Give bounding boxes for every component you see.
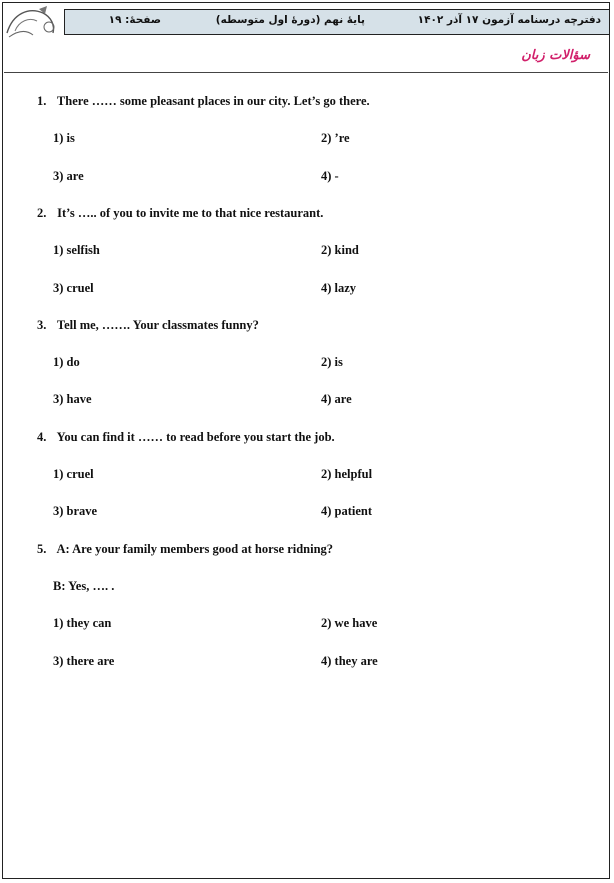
option-4[interactable]: 4) lazy [321,281,357,295]
option-2[interactable]: 2) is [321,355,343,369]
option-2[interactable]: 2) helpful [321,467,373,481]
header-band [64,9,610,35]
header-page-number: صفحهٔ: ۱۹ [108,14,161,26]
header-grade: پایهٔ نهم (دورهٔ اول متوسطه) [215,14,365,26]
question-number: 3. [37,318,47,332]
question-number: 4. [37,430,47,444]
option-1[interactable]: 1) is [53,131,75,145]
question-text: It’s ….. of you to invite me to that nice restaurant. [57,206,324,220]
question-text: There …… some pleasant places in our city. Let’s go there. [56,94,370,108]
option-2[interactable]: 2) we have [321,616,378,630]
section-title: سؤالات زبان [521,48,590,63]
section-divider [4,72,608,73]
option-3[interactable]: 3) cruel [53,281,94,295]
question-1 [37,94,370,109]
question-subline: B: Yes, …. . [53,579,115,593]
option-3[interactable]: 3) have [53,392,92,406]
option-3[interactable]: 3) there are [53,654,115,668]
question-4 [37,430,335,445]
option-1[interactable]: 1) do [53,355,80,369]
question-3 [37,318,259,333]
question-number: 1. [37,94,47,108]
option-1[interactable]: 1) cruel [53,467,94,481]
option-2[interactable]: 2) kind [321,243,359,257]
question-text: Tell me, ……. Your classmates funny? [56,318,259,332]
option-1[interactable]: 1) they can [53,616,112,630]
option-4[interactable]: 4) are [321,392,352,406]
header-title: دفترچه درسنامه آزمون ۱۷ آذر ۱۴۰۲ [417,14,601,26]
question-2 [37,206,323,221]
question-text: You can find it …… to read before you start the job. [56,430,335,444]
question-number: 5. [37,542,47,556]
question-5 [37,542,333,557]
question-number: 2. [37,206,47,220]
logo-icon [3,3,61,41]
option-3[interactable]: 3) are [53,169,84,183]
option-2[interactable]: 2) ’re [321,131,350,145]
option-4[interactable]: 4) - [321,169,339,183]
option-4[interactable]: 4) they are [321,654,378,668]
option-4[interactable]: 4) patient [321,504,373,518]
option-1[interactable]: 1) selfish [53,243,100,257]
option-3[interactable]: 3) brave [53,504,98,518]
question-text: A: Are your family members good at horse ridning? [56,542,334,556]
